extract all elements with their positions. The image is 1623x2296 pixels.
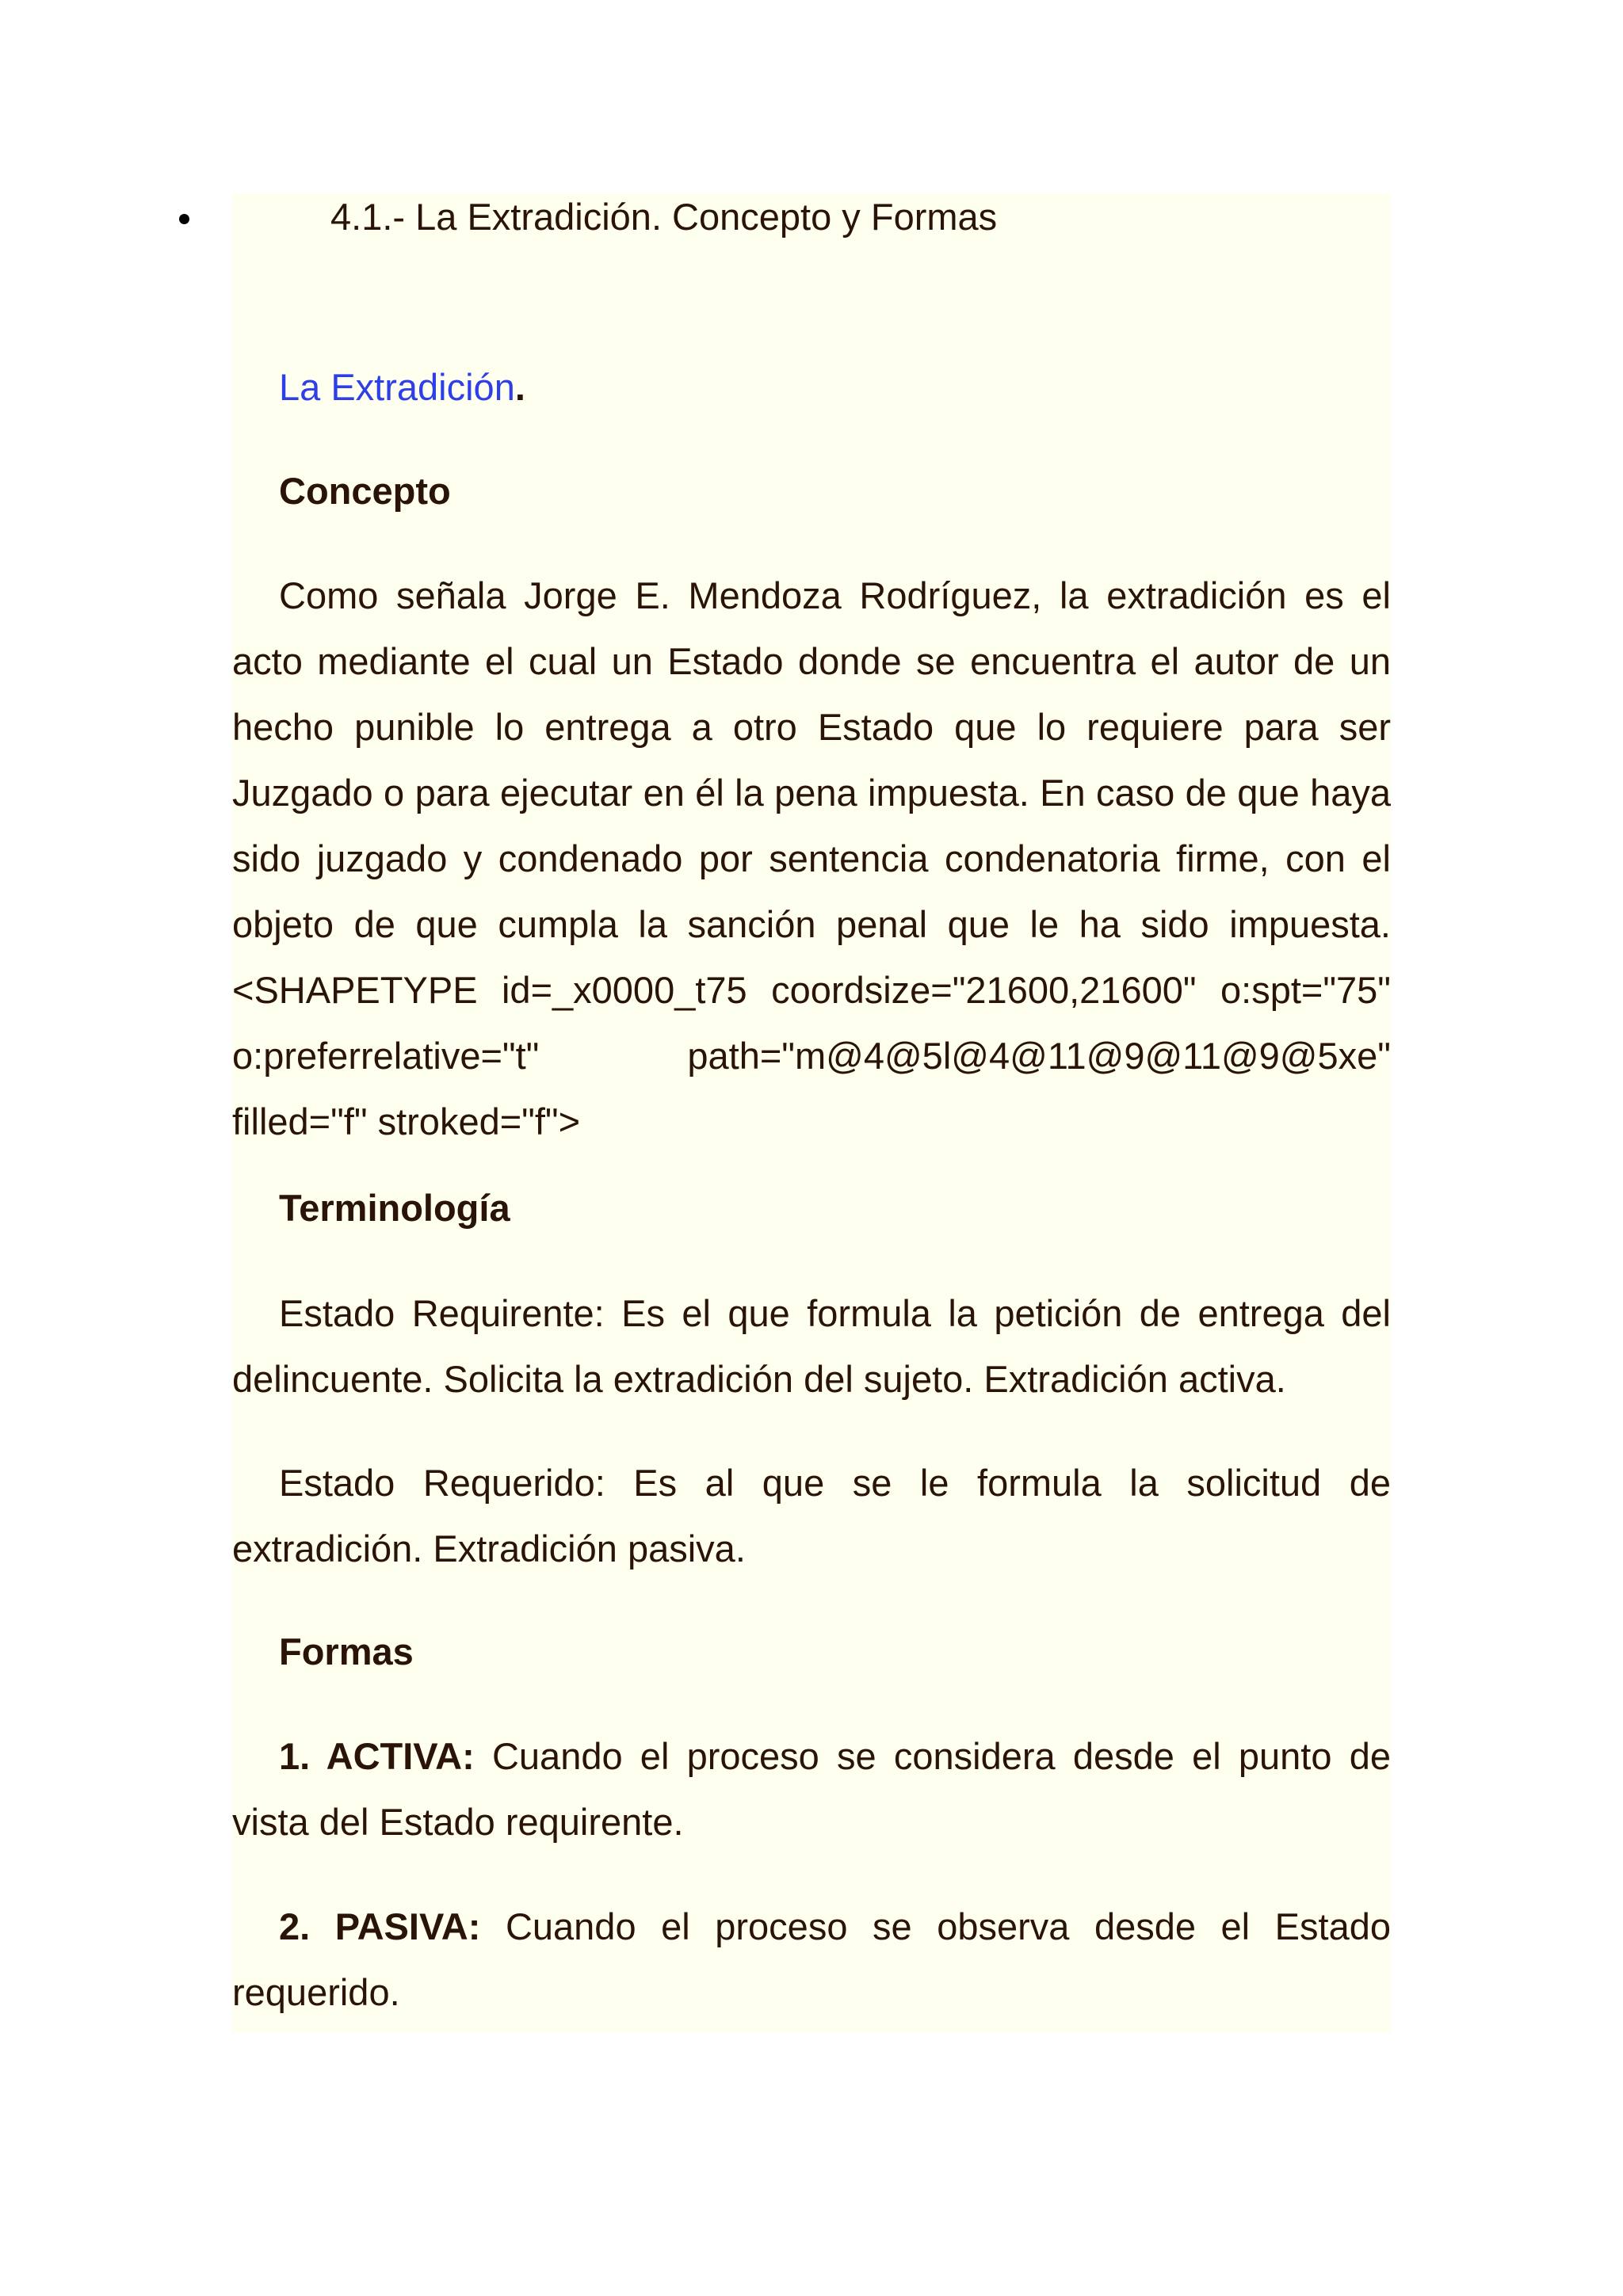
pasiva-text: Cuando el proceso se observa desde el Estado requerido.	[232, 1905, 1391, 2013]
activa-paragraph	[232, 1723, 1391, 1855]
concepto-heading: Concepto	[279, 470, 451, 512]
extradicion-link[interactable]: La Extradición	[279, 366, 515, 408]
pasiva-paragraph	[232, 1894, 1391, 2025]
pasiva-label: 2. PASIVA:	[279, 1905, 481, 1947]
terminologia-heading: Terminología	[279, 1187, 510, 1229]
section-title-period: .	[514, 366, 525, 408]
section-title	[279, 364, 525, 411]
formas-heading: Formas	[279, 1630, 414, 1672]
requirente-paragraph: Estado Requirente: Es el que formula la petición de entrega del delincuente. Solicita la extradición del sujeto. Extradición activa.	[232, 1292, 1391, 1400]
requerido-paragraph: Estado Requerido: Es al que se le formula la solicitud de extradición. Extradición pasiva.	[232, 1462, 1391, 1569]
activa-text: Cuando el proceso se considera desde el punto de vista del Estado requirente.	[232, 1735, 1391, 1843]
bullet-icon	[179, 214, 189, 224]
activa-label: 1. ACTIVA:	[279, 1735, 475, 1777]
list-item-title: 4.1.- La Extradición. Concepto y Formas	[330, 196, 998, 238]
concepto-paragraph: Como señala Jorge E. Mendoza Rodríguez, la extradición es el acto mediante el cual un Estado donde se encuentra el autor de un hecho punible lo entrega a otro Estado que lo requiere para ser Juzgado o para ejecutar en él la pena impuesta. En caso de que haya sido juzgado y condenado por sentencia condenatoria firme, con el objeto de que cumpla la sanción penal que le ha sido impuesta. <SHAPETYPE id=_x0000_t75 coordsize="21600,21600" o:spt="75" o:preferrelative="t" path="m@4@5l@4@11@9@11@9@5xe" filled="f" stroked="f">	[232, 574, 1391, 1142]
